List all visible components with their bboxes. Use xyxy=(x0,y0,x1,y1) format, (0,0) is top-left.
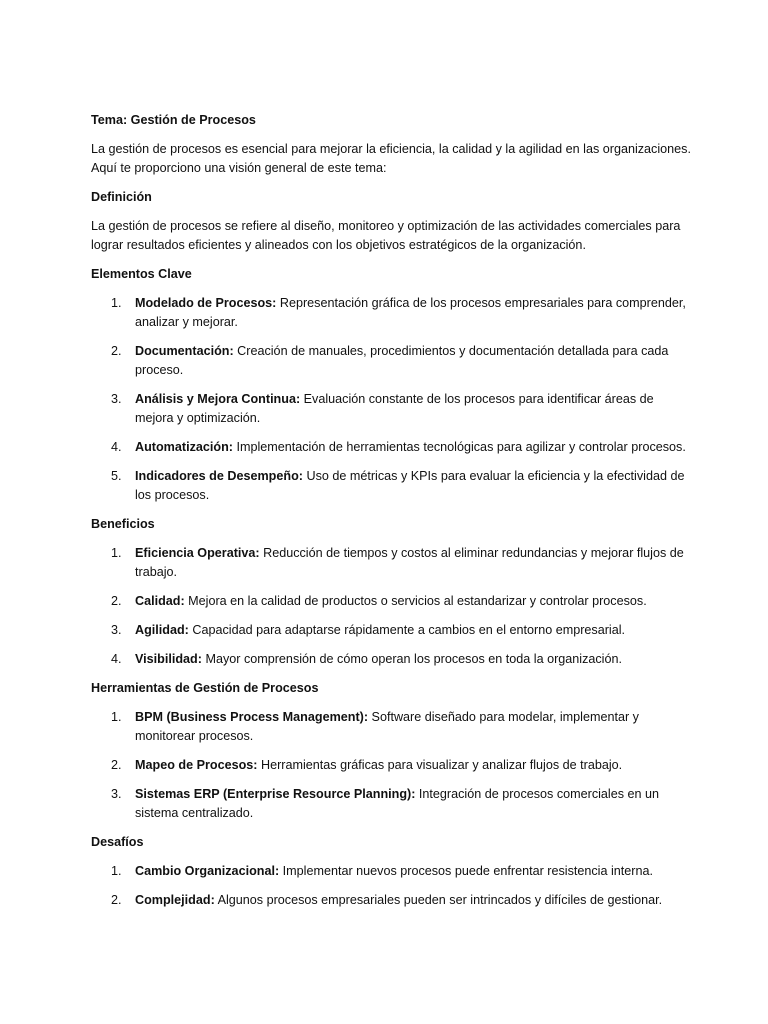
list-item xyxy=(91,467,691,505)
list-item xyxy=(91,756,691,775)
list-text: Software diseñado para modelar, implementar y monitorear procesos. xyxy=(135,710,639,743)
list-term: Análisis y Mejora Continua: xyxy=(135,392,301,406)
list-number: 1. xyxy=(111,710,122,724)
list-term: Documentación: xyxy=(135,344,234,358)
intro-paragraph: La gestión de procesos es esencial para mejorar la eficiencia, la calidad y la agilidad en las organizaciones. Aquí te proporciono una visión general de este tema: xyxy=(91,142,691,175)
list-item xyxy=(91,891,691,910)
definition-paragraph: La gestión de procesos se refiere al diseño, monitoreo y optimización de las actividades comerciales para lograr resultados eficientes y alineados con los objetivos estratégicos de la organización. xyxy=(91,219,681,252)
list-term: Eficiencia Operativa: xyxy=(135,546,260,560)
challenges-heading: Desafíos xyxy=(91,835,144,849)
list-item xyxy=(91,294,691,332)
definition-heading: Definición xyxy=(91,190,152,204)
key-elements-heading: Elementos Clave xyxy=(91,267,192,281)
list-text: Herramientas gráficas para visualizar y analizar flujos de trabajo. xyxy=(257,758,623,772)
list-text: Reducción de tiempos y costos al eliminar redundancias y mejorar flujos de trabajo. xyxy=(135,546,684,579)
list-number: 4. xyxy=(111,652,122,666)
list-term: Mapeo de Procesos: xyxy=(135,758,258,772)
list-text: Algunos procesos empresariales pueden ser intrincados y difíciles de gestionar. xyxy=(214,893,663,907)
list-text: Evaluación constante de los procesos para identificar áreas de mejora y optimización. xyxy=(135,392,654,425)
list-term: Modelado de Procesos: xyxy=(135,296,277,310)
list-number: 1. xyxy=(111,864,122,878)
list-number: 2. xyxy=(111,893,122,907)
list-term: Calidad: xyxy=(135,594,185,608)
list-item xyxy=(91,862,691,881)
list-item xyxy=(91,650,691,669)
list-text: Implementación de herramientas tecnológicas para agilizar y controlar procesos. xyxy=(232,440,686,454)
list-item xyxy=(91,342,691,380)
list-item xyxy=(91,390,691,428)
challenges-list xyxy=(91,862,691,910)
list-item xyxy=(91,708,691,746)
list-number: 5. xyxy=(111,469,122,483)
document-title: Tema: Gestión de Procesos xyxy=(91,113,256,127)
list-number: 4. xyxy=(111,440,122,454)
list-term: Visibilidad: xyxy=(135,652,202,666)
list-term: Sistemas ERP (Enterprise Resource Planning): xyxy=(135,787,416,801)
list-item xyxy=(91,438,691,457)
list-term: Indicadores de Desempeño: xyxy=(135,469,303,483)
list-term: Cambio Organizacional: xyxy=(135,864,280,878)
list-number: 3. xyxy=(111,623,122,637)
list-text: Integración de procesos comerciales en un sistema centralizado. xyxy=(135,787,660,820)
list-text: Representación gráfica de los procesos empresariales para comprender, analizar y mejorar. xyxy=(135,296,686,329)
list-number: 3. xyxy=(111,787,122,801)
list-item xyxy=(91,621,691,640)
list-number: 1. xyxy=(111,296,122,310)
list-text: Capacidad para adaptarse rápidamente a cambios en el entorno empresarial. xyxy=(188,623,626,637)
benefits-heading: Beneficios xyxy=(91,517,155,531)
key-elements-list xyxy=(91,294,691,505)
list-item xyxy=(91,544,691,582)
list-number: 2. xyxy=(111,594,122,608)
tools-list xyxy=(91,708,691,823)
list-item xyxy=(91,592,691,611)
list-item xyxy=(91,785,691,823)
list-term: Complejidad: xyxy=(135,893,215,907)
benefits-list xyxy=(91,544,691,669)
list-number: 3. xyxy=(111,392,122,406)
list-term: BPM (Business Process Management): xyxy=(135,710,369,724)
list-text: Mayor comprensión de cómo operan los procesos en toda la organización. xyxy=(201,652,622,666)
list-text: Implementar nuevos procesos puede enfrentar resistencia interna. xyxy=(279,864,653,878)
list-number: 2. xyxy=(111,758,122,772)
list-number: 1. xyxy=(111,546,122,560)
list-text: Uso de métricas y KPIs para evaluar la eficiencia y la efectividad de los procesos. xyxy=(135,469,685,502)
list-term: Automatización: xyxy=(135,440,233,454)
document-content xyxy=(91,111,691,920)
list-text: Creación de manuales, procedimientos y documentación detallada para cada proceso. xyxy=(135,344,669,377)
list-term: Agilidad: xyxy=(135,623,189,637)
list-text: Mejora en la calidad de productos o servicios al estandarizar y controlar procesos. xyxy=(184,594,647,608)
list-number: 2. xyxy=(111,344,122,358)
tools-heading: Herramientas de Gestión de Procesos xyxy=(91,681,319,695)
